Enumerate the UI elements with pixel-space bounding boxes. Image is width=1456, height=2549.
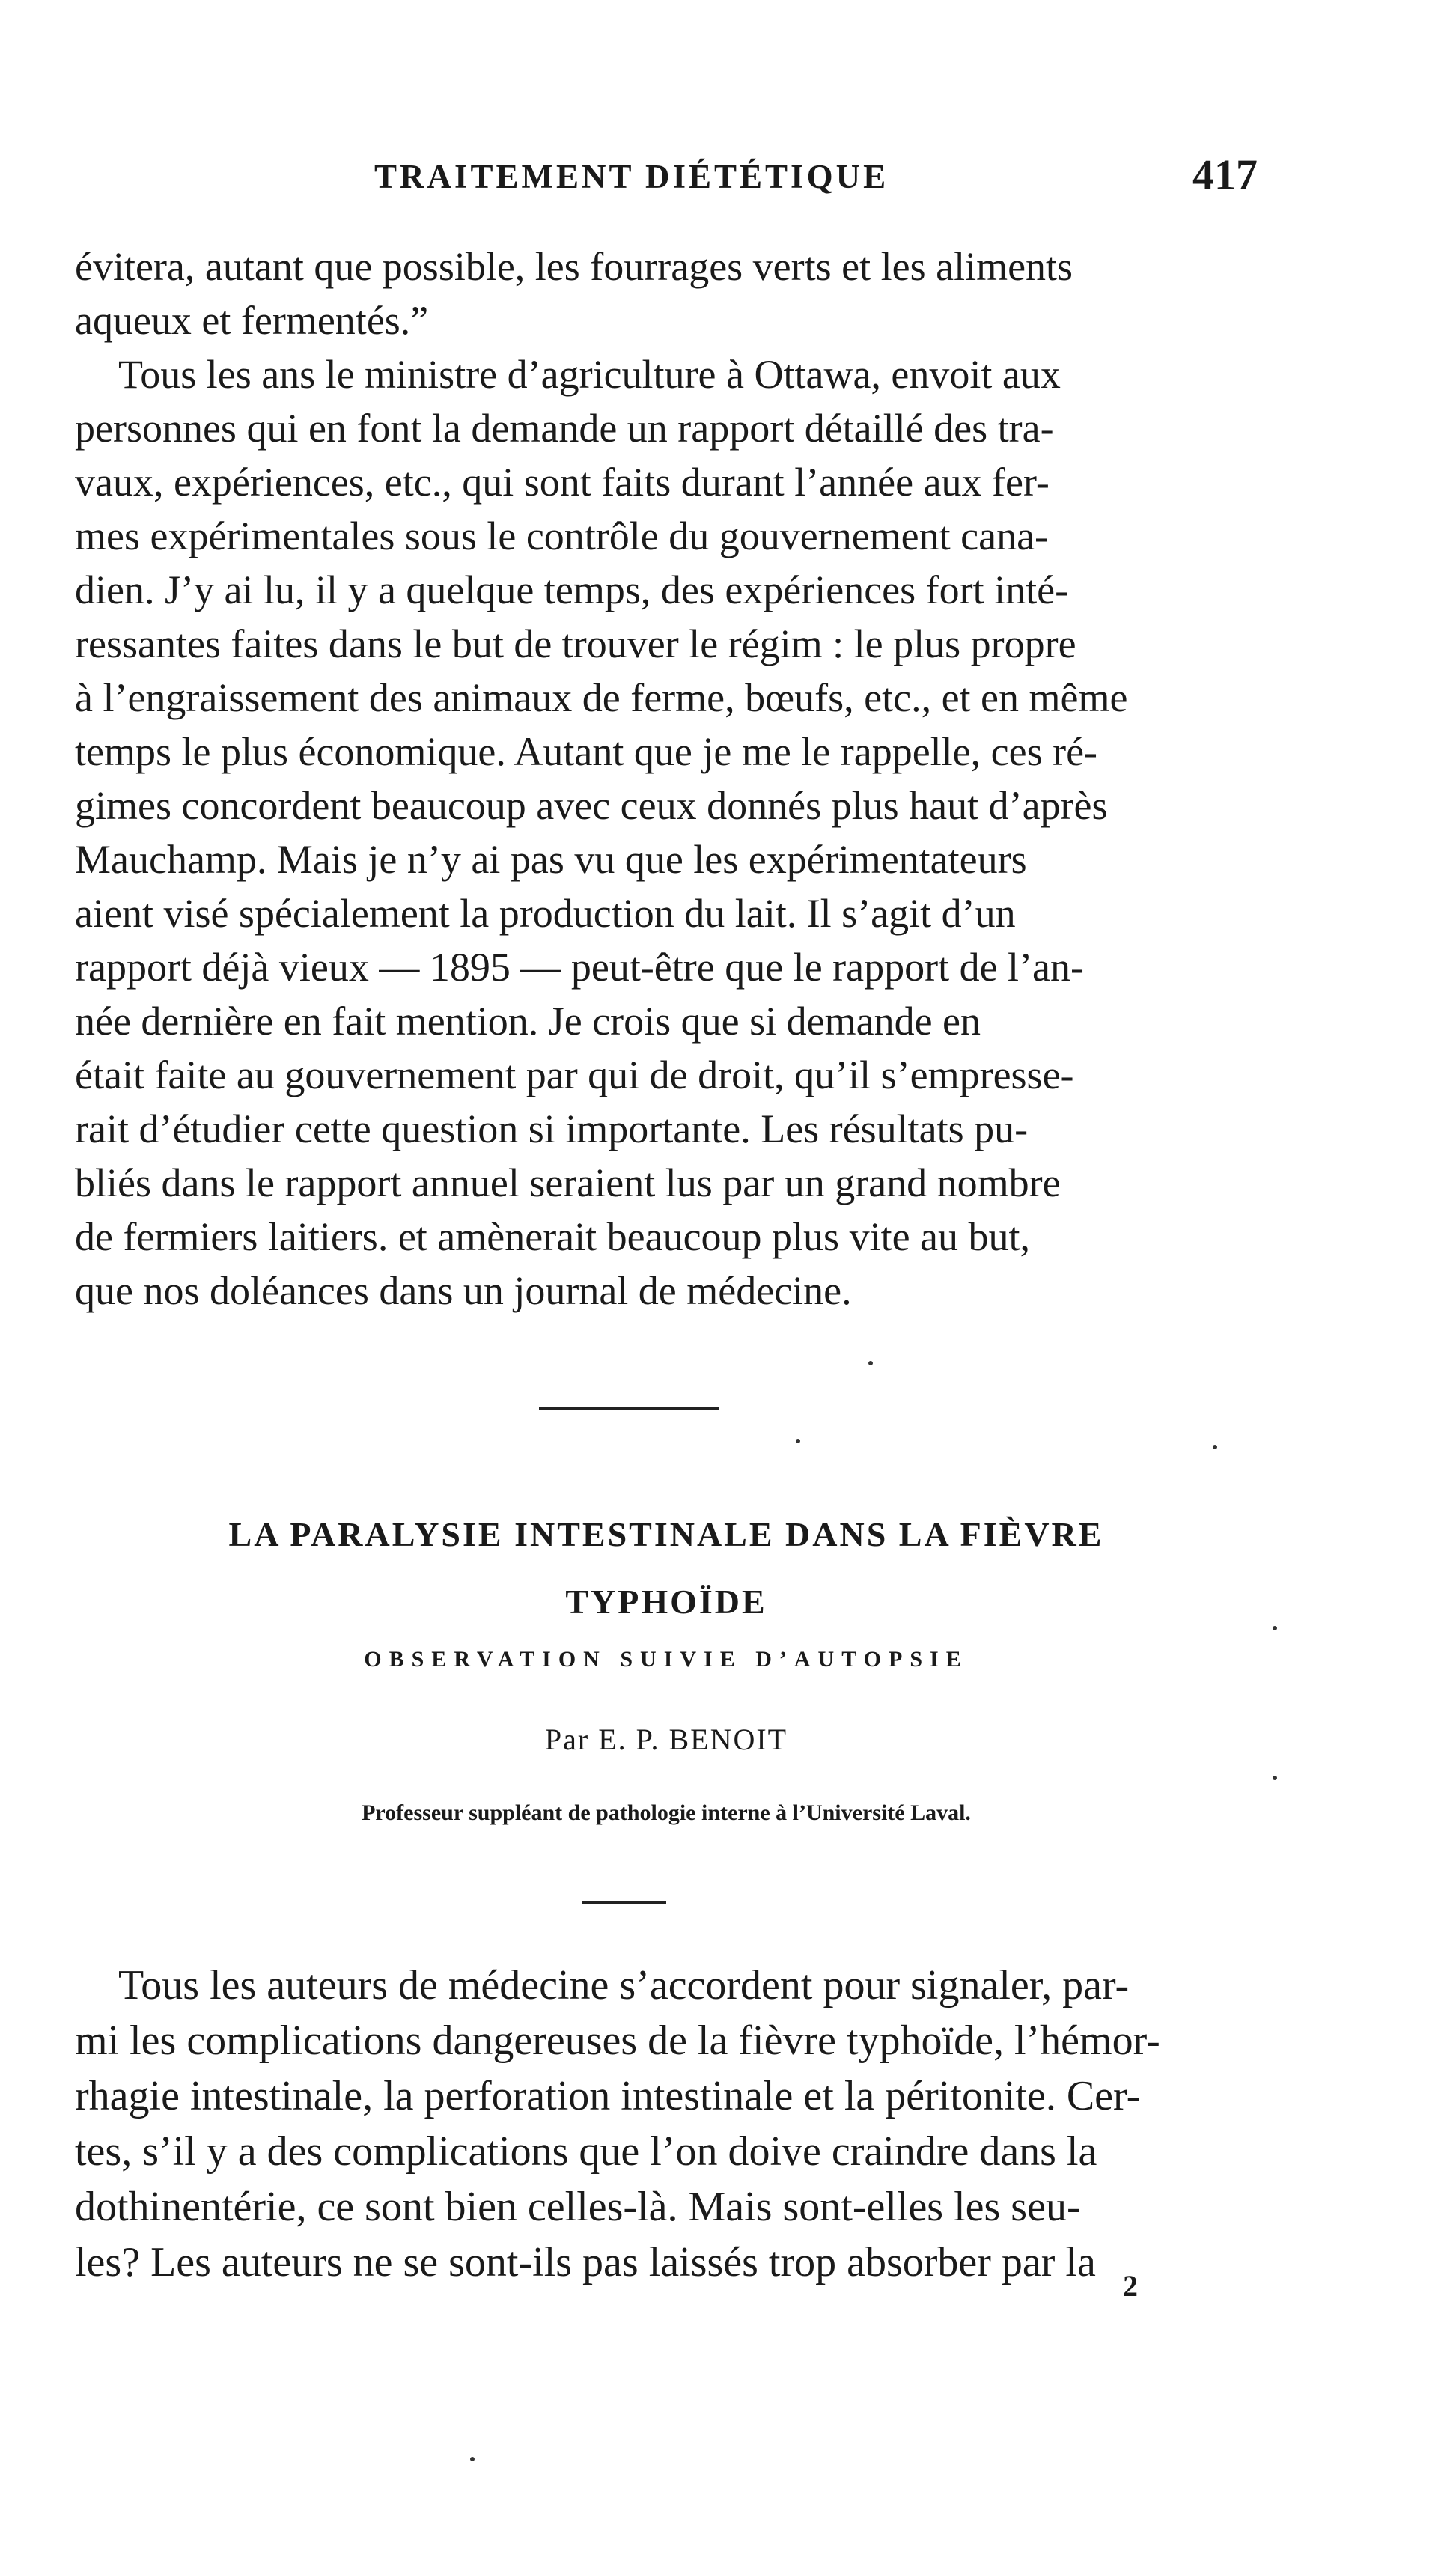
speck-mark: [796, 1439, 800, 1443]
byline-divider-rule: [582, 1901, 666, 1904]
running-title: TRAITEMENT DIÉTÉTIQUE: [374, 158, 889, 195]
article-title-line: LA PARALYSIE INTESTINALE DANS LA FIÈVRE: [228, 1515, 1104, 1553]
speck-mark: [1273, 1626, 1277, 1630]
text-line: ressantes faites dans le but de trouver le régim : le plus propre: [75, 621, 1076, 666]
speck-mark: [868, 1361, 873, 1365]
text-line: dien. J’y ai lu, il y a quelque temps, des expériences fort inté-: [75, 567, 1069, 612]
text-line: personnes qui en font la demande un rapport détaillé des tra-: [75, 406, 1054, 451]
text-line: Mauchamp. Mais je n’y ai pas vu que les expérimentateurs: [75, 837, 1027, 882]
text-line: que nos doléances dans un journal de médecine.: [75, 1268, 852, 1313]
text-line: était faite au gouvernement par qui de droit, qu’il s’empresse-: [75, 1053, 1074, 1097]
signature-mark: 2: [1123, 2269, 1138, 2303]
text-line: Tous les ans le ministre d’agriculture à Ottawa, envoit aux: [118, 352, 1061, 397]
section-divider-rule: [539, 1407, 719, 1410]
text-line: vaux, expériences, etc., qui sont faits durant l’année aux fer-: [75, 460, 1050, 505]
text-line: rait d’étudier cette question si importante. Les résultats pu-: [75, 1106, 1029, 1151]
text-line: évitera, autant que possible, les fourrages verts et les aliments: [75, 244, 1073, 289]
text-line: à l’engraissement des animaux de ferme, bœufs, etc., et en même: [75, 675, 1128, 720]
text-line: née dernière en fait mention. Je crois que si demande en: [75, 999, 981, 1044]
article-title-line: TYPHOÏDE: [565, 1583, 767, 1621]
text-line: tes, s’il y a des complications que l’on doive craindre dans la: [75, 2128, 1097, 2175]
text-line: Tous les auteurs de médecine s’accordent pour signaler, par-: [118, 1962, 1130, 2009]
text-line: aient visé spécialement la production du lait. Il s’agit d’un: [75, 891, 1016, 936]
text-line: bliés dans le rapport annuel seraient lus par un grand nombre: [75, 1160, 1061, 1205]
text-line: mi les complications dangereuses de la fièvre typhoïde, l’hémor-: [75, 2017, 1160, 2064]
text-line: mes expérimentales sous le contrôle du gouvernement cana-: [75, 514, 1049, 558]
article-subtitle: OBSERVATION SUIVIE D’AUTOPSIE: [364, 1647, 969, 1672]
text-line: aqueux et fermentés.”: [75, 298, 429, 343]
author-byline: Par E. P. BENOIT: [544, 1723, 788, 1756]
article-body: [75, 1958, 1258, 2290]
text-line: les? Les auteurs ne se sont-ils pas laissés trop absorber par la: [75, 2239, 1096, 2285]
speck-mark: [1273, 1776, 1277, 1780]
text-line: rapport déjà vieux — 1895 — peut-être que le rapport de l’an-: [75, 945, 1084, 990]
running-head: [75, 150, 1258, 202]
text-line: gimes concordent beaucoup avec ceux donnés plus haut d’après: [75, 783, 1108, 828]
article-title: [75, 1501, 1258, 1636]
text-line: temps le plus économique. Autant que je me le rappelle, ces ré-: [75, 729, 1098, 774]
speck-mark: [470, 2457, 475, 2461]
speck-mark: [1213, 1445, 1217, 1449]
page-number: 417: [1192, 150, 1258, 199]
text-line: de fermiers laitiers. et amènerait beaucoup plus vite au but,: [75, 1214, 1031, 1259]
text-line: rhagie intestinale, la perforation intestinale et la péritonite. Cer-: [75, 2073, 1141, 2119]
top-text-block: [75, 240, 1258, 1318]
text-line: dothinentérie, ce sont bien celles-là. Mais sont-elles les seu-: [75, 2184, 1081, 2230]
author-affiliation: Professeur suppléant de pathologie interne à l’Université Laval.: [362, 1800, 971, 1825]
